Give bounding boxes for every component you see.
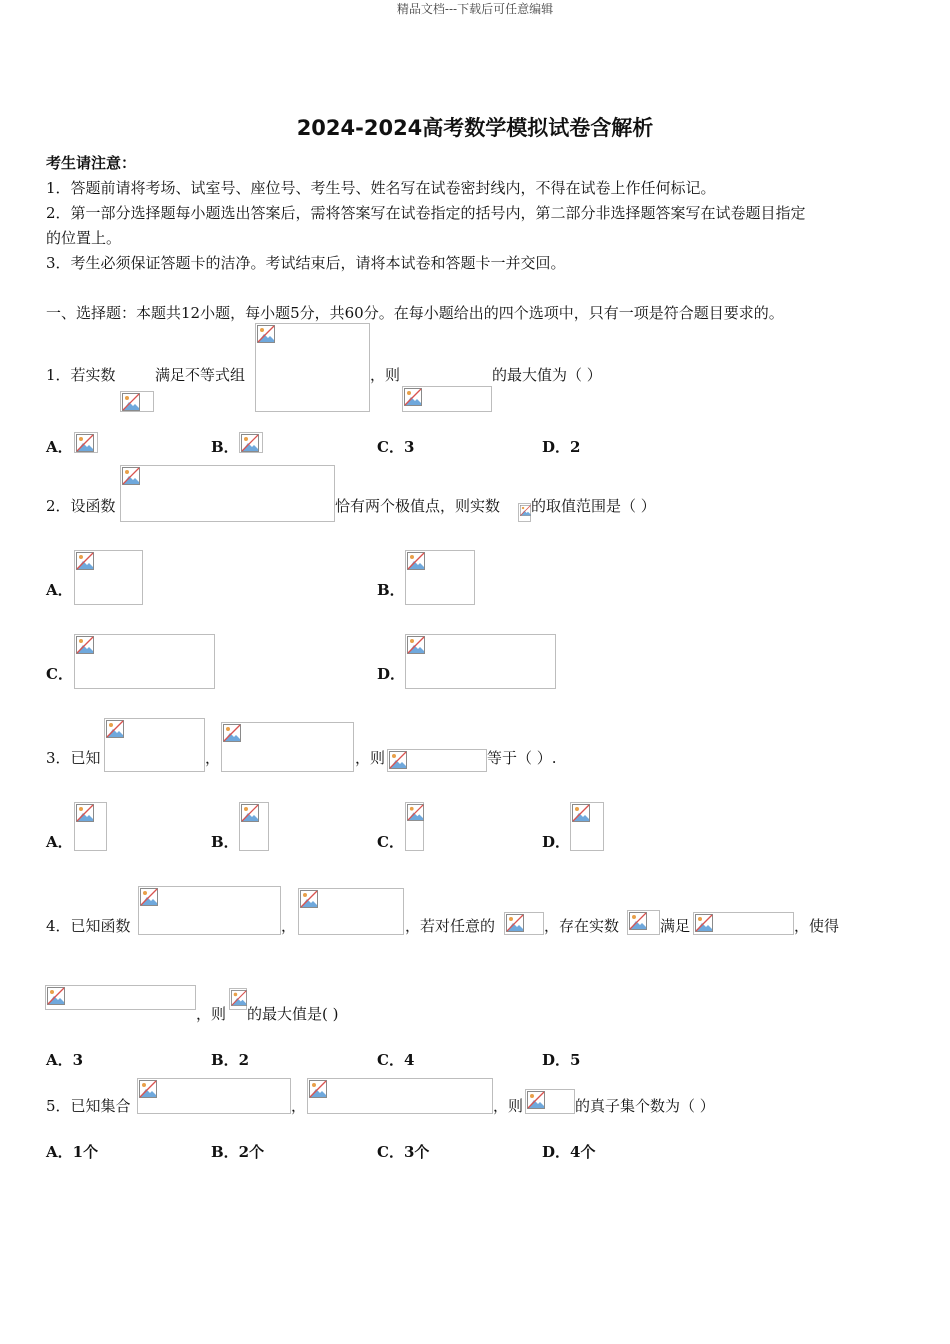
q5-option-b: B．2个 [211,1143,265,1161]
notice-item-3: 3．考生必须保证答题卡的洁净。考试结束后，请将本试卷和答题卡一并交回。 [46,254,566,272]
q4-text-f: ，使得 [794,917,840,935]
q3-text-a: 3．已知 [46,749,101,767]
section-heading: 一、选择题：本题共12小题，每小题5分，共60分。在每小题给出的四个选项中，只有一项是符合题目要求的。 [46,304,784,322]
q1-option-a: A． [46,438,73,456]
broken-image-icon [239,802,269,851]
broken-image-icon [298,888,404,935]
q2-text-a: 2．设函数 [46,497,116,515]
notice-heading: 考生请注意： [46,154,137,172]
q4-text-d: ，存在实数 [544,917,620,935]
q4-option-c: C．4 [377,1051,415,1069]
q2-option-d: D． [377,665,406,683]
q1-text-a: 1．若实数 [46,366,116,384]
q4-text-h: 的最大值是( ) [247,1005,339,1023]
broken-image-icon [405,634,556,689]
q1-option-d: D．2 [542,438,581,456]
broken-image-icon [570,802,604,851]
q4-text-g: ，则 [196,1005,227,1023]
q2-option-a: A． [46,581,73,599]
q5-text-c: ，则 [493,1097,524,1115]
broken-image-icon [402,386,492,412]
broken-image-icon [74,802,107,851]
broken-image-icon [387,749,487,772]
q3-text-d: 等于（ ）. [487,749,557,767]
q4-text-b: ， [281,917,297,935]
q2-option-c: C． [46,665,73,683]
broken-image-icon [239,432,263,453]
q5-text-d: 的真子集个数为（ ） [575,1097,715,1115]
q2-option-b: B． [377,581,405,599]
broken-image-icon [525,1089,575,1114]
broken-image-icon [405,802,424,851]
broken-image-icon [120,391,154,412]
q5-text-b: ， [291,1097,307,1115]
broken-image-icon [221,722,354,772]
broken-image-icon [120,465,335,522]
broken-image-icon [518,503,531,522]
q3-option-b: B． [211,833,239,851]
q4-option-d: D．5 [542,1051,581,1069]
q5-option-a: A．1个 [46,1143,99,1161]
q3-text-b: ， [205,749,221,767]
page-title: 2024-2024高考数学模拟试卷含解析 [296,116,654,140]
broken-image-icon [137,1078,291,1114]
q2-text-b: 恰有两个极值点，则实数 [335,497,501,515]
broken-image-icon [229,988,247,1010]
q4-text-a: 4．已知函数 [46,917,131,935]
notice-item-2: 2．第一部分选择题每小题选出答案后，需将答案写在试卷指定的括号内，第二部分非选择题答案写在试卷题目指定 [46,204,806,222]
q4-text-e: 满足 [660,917,691,935]
q3-option-c: C． [377,833,404,851]
q4-text-c: ，若对任意的 [405,917,496,935]
broken-image-icon [627,910,660,935]
broken-image-icon [74,432,98,453]
q1-option-b: B． [211,438,239,456]
notice-item-1: 1．答题前请将考场、试室号、座位号、考生号、姓名写在试卷密封线内，不得在试卷上作任何标记。 [46,179,716,197]
q3-option-d: D． [542,833,571,851]
broken-image-icon [104,718,205,772]
q3-option-a: A． [46,833,73,851]
page-header: 精品文档---下载后可任意编辑 [396,2,554,16]
q1-option-c: C．3 [377,438,415,456]
broken-image-icon [405,550,475,605]
broken-image-icon [255,323,370,412]
q5-option-d: D．4个 [542,1143,596,1161]
q5-option-c: C．3个 [377,1143,430,1161]
broken-image-icon [45,985,196,1010]
broken-image-icon [74,550,143,605]
q1-text-d: 的最大值为（ ） [492,366,602,384]
broken-image-icon [504,912,544,935]
q3-text-c: ，则 [355,749,386,767]
q1-text-c: ，则 [370,366,401,384]
q4-option-a: A．3 [46,1051,84,1069]
q1-text-b: 满足不等式组 [155,366,246,384]
q4-option-b: B．2 [211,1051,250,1069]
q2-text-c: 的取值范围是（ ） [531,497,656,515]
broken-image-icon [307,1078,493,1114]
q5-text-a: 5．已知集合 [46,1097,131,1115]
broken-image-icon [693,912,794,935]
notice-item-2-cont: 的位置上。 [46,229,122,247]
broken-image-icon [74,634,215,689]
broken-image-icon [138,886,281,935]
